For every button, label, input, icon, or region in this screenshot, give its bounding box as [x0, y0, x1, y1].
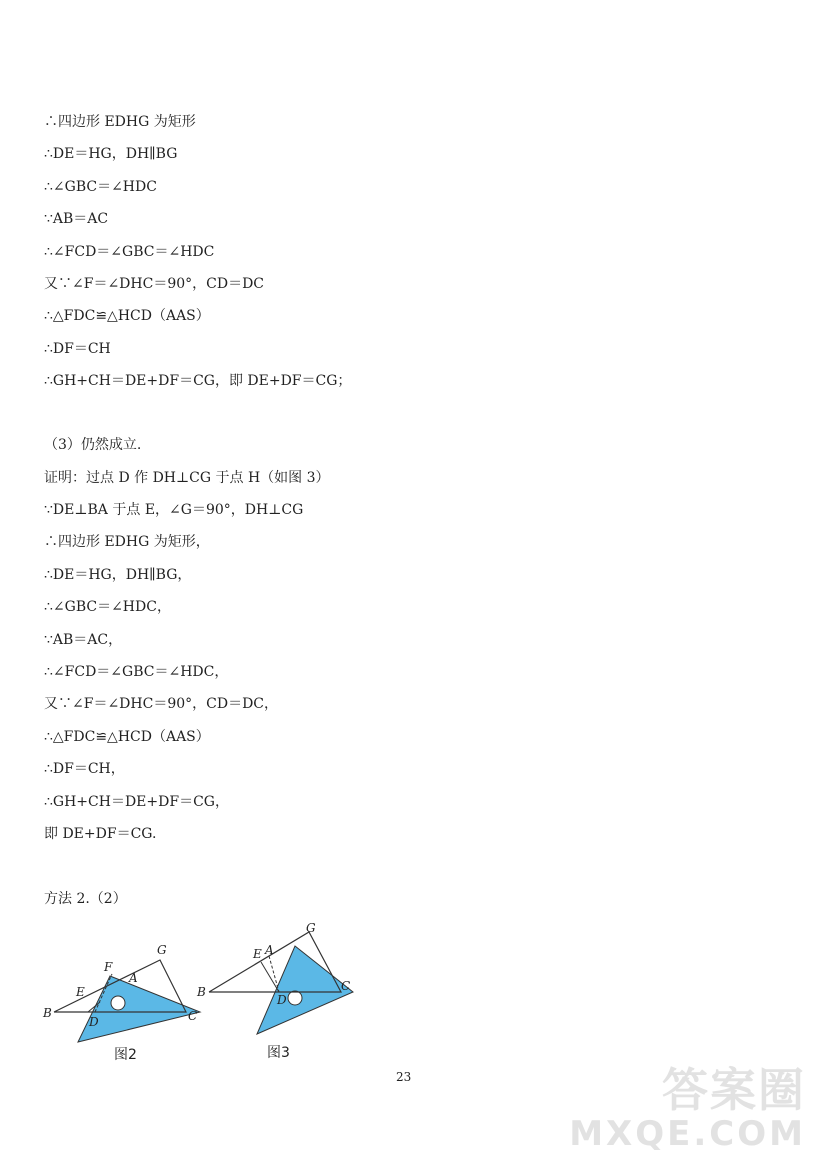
- proof-line: ∴△FDC≌△HCD（AAS）: [44, 729, 210, 745]
- proof-line: 又∵∠F＝∠DHC＝90°，CD＝DC: [44, 276, 265, 292]
- blue-triangle: [257, 946, 353, 1034]
- proof-line: ∴∠FCD＝∠GBC＝∠HDC: [44, 244, 215, 260]
- label-c: C: [188, 1009, 198, 1023]
- proof-line: ∴∠GBC＝∠HDC: [44, 179, 157, 195]
- proof-line: 又∵∠F＝∠DHC＝90°，CD＝DC，: [44, 696, 279, 712]
- proof-line: ∴DF＝CH: [44, 341, 111, 357]
- figure-3: [195, 918, 365, 1063]
- blue-triangle: [78, 976, 200, 1042]
- proof-line: ∴GH+CH＝DE+DF＝CG，即 DE+DF＝CG；: [44, 373, 352, 389]
- label-g: G: [157, 943, 167, 957]
- proof-line: ∴DF＝CH，: [44, 761, 125, 777]
- figure-2-caption: 图2: [114, 1047, 137, 1063]
- label-a: A: [265, 943, 274, 957]
- label-e: E: [253, 947, 262, 961]
- label-e: E: [76, 985, 85, 999]
- page-number: 23: [396, 1070, 412, 1084]
- proof-line: ∵AB＝AC: [44, 211, 109, 227]
- proof-line: ∴四边形 EDHG 为矩形: [44, 114, 196, 130]
- label-d: D: [89, 1015, 99, 1029]
- proof-line: ∵DE⊥BA 于点 E，∠G＝90°，DH⊥CG: [44, 502, 304, 518]
- watermark-domain: MXQE.COM: [569, 1114, 806, 1154]
- proof-line: ∴∠GBC＝∠HDC，: [44, 599, 171, 615]
- figure-3-diagram: [195, 918, 365, 1043]
- segment-de: [269, 956, 279, 992]
- label-f: F: [104, 960, 113, 974]
- proof-line: ∴四边形 EDHG 为矩形，: [44, 534, 210, 550]
- label-g: G: [306, 921, 316, 935]
- label-c: C: [341, 979, 351, 993]
- figure-3-caption: 图3: [267, 1045, 290, 1061]
- proof-line: ∴DE＝HG，DH∥BG，: [44, 567, 192, 583]
- part-heading: （3）仍然成立.: [44, 437, 142, 453]
- proof-line: 即 DE+DF＝CG.: [44, 826, 157, 842]
- proof-line: ∴∠FCD＝∠GBC＝∠HDC，: [44, 664, 229, 680]
- proof-line: ∵AB＝AC，: [44, 632, 123, 648]
- method-heading: 方法 2.（2）: [44, 891, 127, 907]
- segment-ad: [261, 962, 279, 992]
- proof-line: 证明：过点 D 作 DH⊥CG 于点 H（如图 3）: [44, 470, 330, 486]
- label-b: B: [197, 985, 206, 999]
- site-watermark: [569, 1065, 806, 1153]
- figure-2: [40, 940, 210, 1065]
- label-a: A: [129, 971, 138, 985]
- label-d: D: [277, 993, 287, 1007]
- proof-line: ∴GH+CH＝DE+DF＝CG，: [44, 794, 229, 810]
- label-b: B: [43, 1006, 52, 1020]
- proof-line: ∴△FDC≌△HCD（AAS）: [44, 308, 210, 324]
- figure-2-diagram: [40, 940, 210, 1050]
- triangle-hole: [288, 991, 302, 1005]
- watermark-logo-text: 答案圈: [662, 1063, 806, 1117]
- proof-line: ∴DE＝HG，DH∥BG: [44, 146, 178, 162]
- triangle-hole: [111, 996, 125, 1010]
